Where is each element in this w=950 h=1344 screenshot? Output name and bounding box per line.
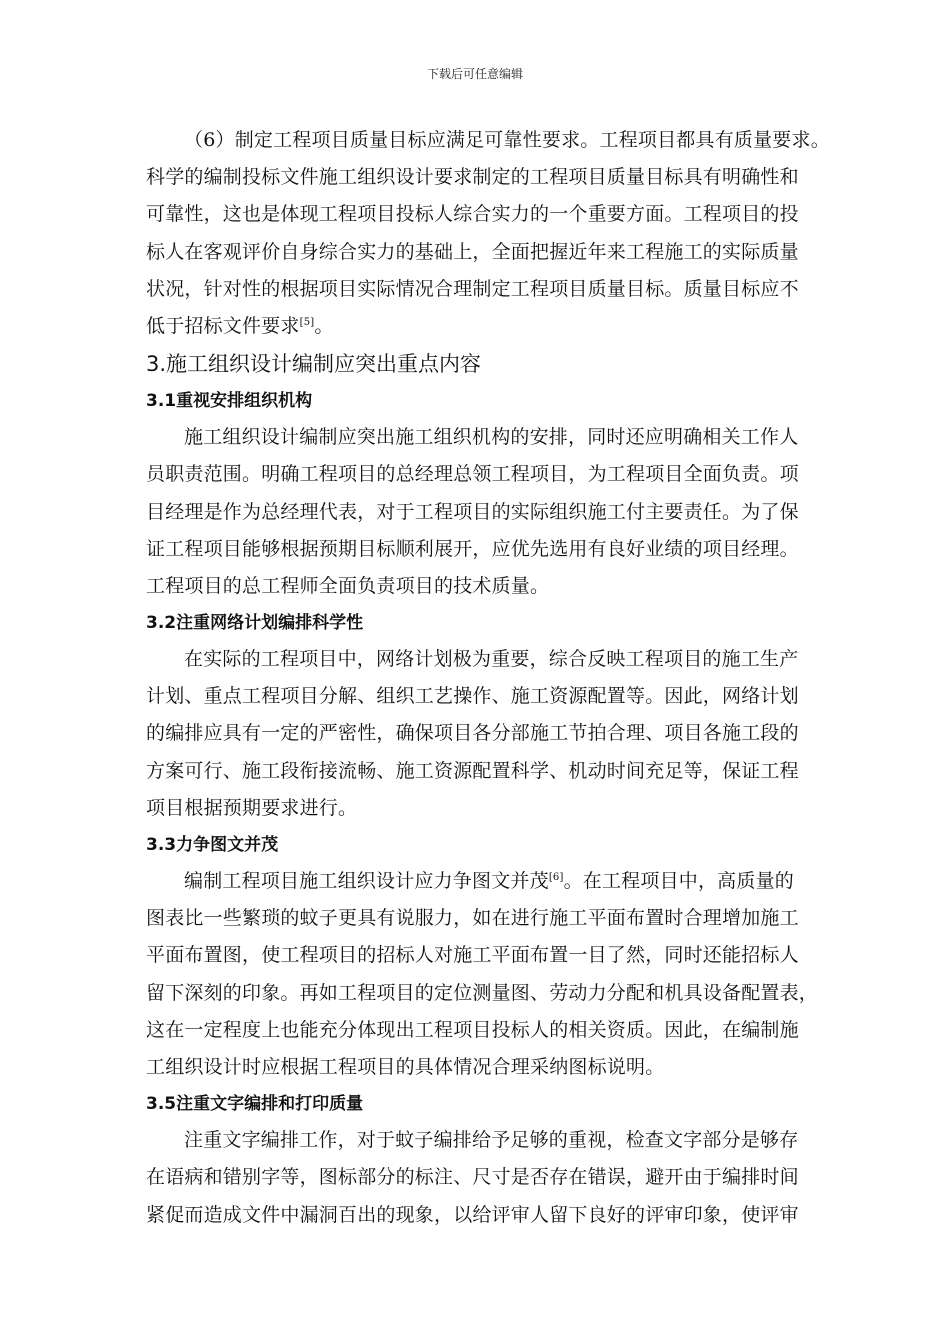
text-span: 。: [314, 314, 334, 337]
paragraph-network-plan: [146, 641, 810, 827]
text-span: 编制工程项目施工组织设计应力争图文并茂: [184, 870, 549, 892]
paragraph-typesetting: [146, 1122, 810, 1234]
text-line: 方案可行、施工段衔接流畅、施工资源配置科学、机动时间充足等，保证工程: [146, 759, 799, 782]
text-line: 计划、重点工程项目分解、组织工艺操作、施工资源配置等。因此，网络计划: [146, 685, 799, 708]
text-line: 科学的编制投标文件施工组织设计要求制定的工程项目质量目标具有明确性和: [146, 166, 799, 189]
text-line: 工程项目的总工程师全面负责项目的技术质量。: [146, 574, 550, 597]
page-header: 下载后可任意编辑: [426, 67, 523, 81]
subsection-heading: 3.1重视安排组织机构: [146, 391, 313, 412]
text-line: 状况，针对性的根据项目实际情况合理制定工程项目质量目标。质量目标应不: [146, 277, 799, 300]
text-line: [146, 863, 810, 900]
text-line: 紧促而造成文件中漏洞百出的现象，以给评审人留下良好的评审印象，使评审: [146, 1203, 799, 1226]
subsection-heading: 3.5注重文字编排和打印质量: [146, 1094, 364, 1115]
text-line: 证工程项目能够根据预期目标顺利展开，应优先选用有良好业绩的项目经理。: [146, 537, 799, 560]
text-line: 注重文字编排工作，对于蚊子编排给予足够的重视，检查文字部分是够存: [184, 1129, 799, 1152]
text-line: 施工组织设计编制应突出施工组织机构的安排，同时还应明确相关工作人: [184, 426, 799, 449]
paragraph-graphics: [146, 863, 819, 1086]
text-line: （6）制定工程项目质量目标应满足可靠性要求。工程项目都具有质量要求。: [184, 129, 830, 151]
text-line: 标人在客观评价自身综合实力的基础上，全面把握近年来工程施工的实际质量: [146, 240, 799, 263]
text-span: 低于招标文件要求: [146, 314, 300, 337]
text-line: 的编排应具有一定的严密性，确保项目各分部施工节拍合理、项目各施工段的: [146, 722, 799, 745]
text-line: 在语病和错别字等，图标部分的标注、尺寸是否存在错误，避开由于编排时间: [146, 1166, 799, 1189]
text-line: 目经理是作为总经理代表，对于工程项目的实际组织施工付主要责任。为了保: [146, 500, 799, 523]
document-body: [146, 122, 830, 1234]
text-line: 可靠性，这也是体现工程项目投标人综合实力的一个重要方面。工程项目的投: [146, 203, 799, 226]
text-line: 员职责范围。明确工程项目的总经理总领工程项目，为工程项目全面负责。项: [146, 463, 799, 486]
citation-ref: [6]: [548, 872, 564, 883]
text-line: [146, 308, 810, 345]
text-line: 留下深刻的印象。再如工程项目的定位测量图、劳动力分配和机具设备配置表，: [146, 981, 819, 1004]
text-line: 工组织设计时应根据工程项目的具体情况合理采纳图标说明。: [146, 1055, 665, 1078]
text-span: 。在工程项目中，高质量的: [563, 870, 794, 892]
paragraph-organization: [146, 419, 810, 605]
subsection-heading: 3.2注重网络计划编排科学性: [146, 613, 364, 634]
text-line: 这在一定程度上也能充分体现出工程项目投标人的相关资质。因此，在编制施: [146, 1018, 799, 1041]
paragraph-quality-target: [146, 122, 830, 345]
subsection-heading: 3.3力争图文并茂: [146, 835, 279, 855]
text-line: 项目根据预期要求进行。: [146, 796, 358, 819]
section-heading: 3.施工组织设计编制应突出重点内容: [146, 352, 482, 377]
text-line: 平面布置图，使工程项目的招标人对施工平面布置一目了然，同时还能招标人: [146, 944, 799, 967]
text-line: 在实际的工程项目中，网络计划极为重要，综合反映工程项目的施工生产: [184, 648, 799, 671]
text-line: 图表比一些繁琐的蚊子更具有说服力，如在进行施工平面布置时合理增加施工: [146, 907, 799, 930]
citation-ref: [5]: [299, 316, 315, 328]
